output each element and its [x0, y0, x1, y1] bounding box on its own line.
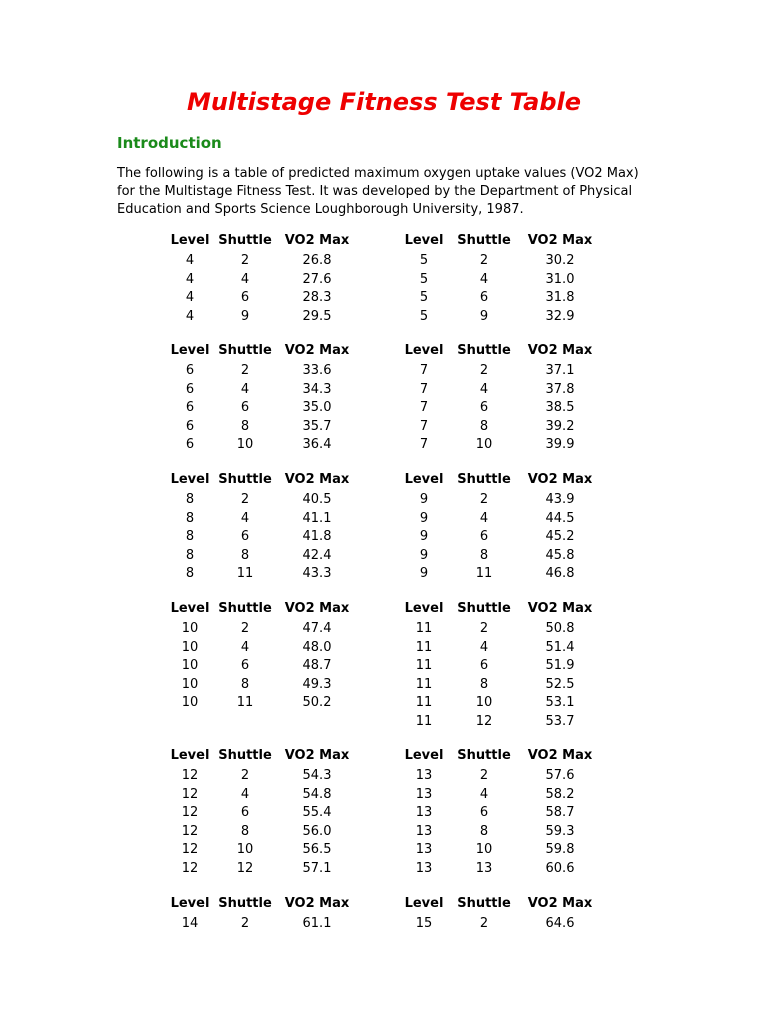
table-cell: 12 — [181, 842, 199, 857]
table-cell: 2 — [479, 621, 489, 636]
table-cell: 2 — [240, 621, 250, 636]
table-cell: 50.2 — [302, 695, 332, 710]
column-header-level: Level — [404, 601, 444, 616]
section-heading-introduction: Introduction — [117, 134, 222, 152]
column-header-level: Level — [404, 343, 444, 358]
table-cell: 5 — [419, 308, 429, 324]
table-cell: 4 — [479, 786, 489, 802]
table-cell: 40.5 — [302, 492, 332, 507]
table-cell: 10 — [236, 437, 254, 452]
table-cell: 8 — [185, 547, 195, 563]
table-cell: 12 — [181, 860, 199, 876]
table-cell: 8 — [185, 492, 195, 507]
table-cell: 37.8 — [545, 381, 575, 397]
table-cell: 45.8 — [545, 547, 575, 563]
table-cell: 50.8 — [545, 621, 575, 636]
table-cell: 56.5 — [302, 842, 332, 857]
table-cell: 2 — [240, 916, 250, 931]
table-cell: 11 — [415, 695, 433, 710]
table-cell: 37.1 — [545, 363, 575, 378]
table-cell: 4 — [240, 381, 250, 397]
column-header-vo2-max: VO2 Max — [527, 472, 593, 487]
table-cell: 4 — [185, 308, 195, 324]
column-header-vo2-max: VO2 Max — [284, 896, 350, 911]
table-cell: 47.4 — [302, 621, 332, 636]
table-cell: 4 — [479, 510, 489, 526]
table-cell: 11 — [236, 695, 254, 710]
table-cell: 6 — [185, 437, 195, 452]
column-header-vo2-max: VO2 Max — [284, 343, 350, 358]
table-cell: 6 — [240, 658, 250, 673]
table-cell: 2 — [240, 363, 250, 378]
table-cell: 5 — [419, 271, 429, 287]
table-cell: 54.3 — [302, 768, 332, 783]
table-cell: 2 — [240, 492, 250, 507]
table-cell: 8 — [185, 529, 195, 544]
table-cell: 39.9 — [545, 437, 575, 452]
column-header-shuttle: Shuttle — [457, 748, 511, 763]
table-cell: 48.7 — [302, 658, 332, 673]
table-cell: 10 — [475, 695, 493, 710]
table-cell: 9 — [479, 308, 489, 324]
table-cell: 10 — [181, 639, 199, 655]
table-cell: 33.6 — [302, 363, 332, 378]
table-cell: 28.3 — [302, 290, 332, 305]
table-cell: 6 — [240, 805, 250, 820]
table-cell: 10 — [475, 437, 493, 452]
table-cell: 51.9 — [545, 658, 575, 673]
column-header-vo2-max: VO2 Max — [527, 343, 593, 358]
table-cell: 10 — [475, 842, 493, 857]
column-header-shuttle: Shuttle — [457, 343, 511, 358]
column-header-level: Level — [170, 748, 210, 763]
page-title: Multistage Fitness Test Table — [186, 88, 582, 116]
table-cell: 2 — [479, 916, 489, 931]
table-cell: 31.0 — [545, 271, 575, 287]
column-header-level: Level — [170, 343, 210, 358]
table-cell: 8 — [479, 823, 489, 839]
column-header-vo2-max: VO2 Max — [284, 233, 350, 248]
table-cell: 2 — [479, 768, 489, 783]
column-header-shuttle: Shuttle — [457, 233, 511, 248]
table-cell: 13 — [475, 860, 493, 876]
table-cell: 27.6 — [302, 271, 332, 287]
column-header-shuttle: Shuttle — [218, 748, 272, 763]
table-cell: 36.4 — [302, 437, 332, 452]
table-cell: 35.0 — [302, 400, 332, 415]
table-cell: 34.3 — [302, 381, 332, 397]
table-cell: 9 — [419, 529, 429, 544]
table-cell: 6 — [479, 290, 489, 305]
column-header-level: Level — [170, 896, 210, 911]
table-cell: 51.4 — [545, 639, 575, 655]
table-cell: 8 — [240, 676, 250, 692]
table-cell: 45.2 — [545, 529, 575, 544]
table-cell: 32.9 — [545, 308, 575, 324]
table-cell: 6 — [479, 529, 489, 544]
table-cell: 57.1 — [302, 860, 332, 876]
table-cell: 11 — [236, 566, 254, 581]
table-cell: 9 — [419, 510, 429, 526]
table-cell: 13 — [415, 860, 433, 876]
table-cell: 58.7 — [545, 805, 575, 820]
table-cell: 2 — [240, 253, 250, 268]
table-cell: 7 — [419, 437, 429, 452]
table-cell: 54.8 — [302, 786, 332, 802]
table-cell: 4 — [185, 253, 195, 268]
column-header-shuttle: Shuttle — [218, 343, 272, 358]
table-cell: 52.5 — [545, 676, 575, 692]
table-cell: 7 — [419, 400, 429, 415]
column-header-shuttle: Shuttle — [218, 472, 272, 487]
table-cell: 6 — [185, 400, 195, 415]
table-cell: 41.1 — [302, 510, 332, 526]
table-cell: 31.8 — [545, 290, 575, 305]
table-cell: 8 — [240, 418, 250, 434]
column-header-shuttle: Shuttle — [218, 601, 272, 616]
table-cell: 12 — [181, 786, 199, 802]
column-header-shuttle: Shuttle — [218, 896, 272, 911]
table-cell: 39.2 — [545, 418, 575, 434]
table-cell: 6 — [240, 290, 250, 305]
table-cell: 11 — [415, 621, 433, 636]
table-cell: 12 — [236, 860, 254, 876]
column-header-vo2-max: VO2 Max — [527, 748, 593, 763]
table-cell: 13 — [415, 786, 433, 802]
table-cell: 11 — [415, 658, 433, 673]
column-header-vo2-max: VO2 Max — [284, 601, 350, 616]
table-cell: 12 — [181, 805, 199, 820]
table-cell: 6 — [185, 418, 195, 434]
table-cell: 4 — [240, 639, 250, 655]
table-cell: 57.6 — [545, 768, 575, 783]
column-header-level: Level — [404, 233, 444, 248]
column-header-level: Level — [404, 748, 444, 763]
column-header-shuttle: Shuttle — [457, 472, 511, 487]
table-cell: 8 — [479, 547, 489, 563]
table-cell: 42.4 — [302, 547, 332, 563]
table-cell: 8 — [240, 547, 250, 563]
table-cell: 7 — [419, 381, 429, 397]
table-cell: 12 — [181, 768, 199, 783]
table-cell: 13 — [415, 805, 433, 820]
table-cell: 35.7 — [302, 418, 332, 434]
column-header-shuttle: Shuttle — [457, 896, 511, 911]
table-cell: 11 — [415, 713, 433, 729]
table-cell: 10 — [181, 621, 199, 636]
column-header-level: Level — [170, 472, 210, 487]
table-cell: 58.2 — [545, 786, 575, 802]
table-cell: 30.2 — [545, 253, 575, 268]
table-cell: 6 — [479, 805, 489, 820]
table-cell: 41.8 — [302, 529, 332, 544]
table-cell: 61.1 — [302, 916, 332, 931]
table-cell: 4 — [479, 639, 489, 655]
table-cell: 8 — [185, 566, 195, 581]
table-cell: 8 — [185, 510, 195, 526]
table-cell: 10 — [181, 658, 199, 673]
table-cell: 6 — [240, 400, 250, 415]
table-cell: 12 — [181, 823, 199, 839]
table-cell: 10 — [181, 676, 199, 692]
table-cell: 4 — [240, 271, 250, 287]
table-cell: 2 — [479, 492, 489, 507]
column-header-level: Level — [404, 896, 444, 911]
table-cell: 56.0 — [302, 823, 332, 839]
table-cell: 53.7 — [545, 713, 575, 729]
table-cell: 5 — [419, 290, 429, 305]
table-cell: 7 — [419, 418, 429, 434]
table-cell: 6 — [185, 363, 195, 378]
table-cell: 8 — [479, 676, 489, 692]
table-cell: 6 — [479, 658, 489, 673]
column-header-vo2-max: VO2 Max — [527, 233, 593, 248]
table-cell: 43.3 — [302, 566, 332, 581]
column-header-vo2-max: VO2 Max — [284, 472, 350, 487]
table-cell: 4 — [185, 271, 195, 287]
intro-paragraph: The following is a table of predicted maximum oxygen uptake values (VO2 Max) for the Multistage Fitness Test. It was developed by the Department of Physical Education and Sports Science Loughborough University, 1987. — [117, 166, 639, 217]
table-cell: 4 — [479, 271, 489, 287]
table-cell: 4 — [240, 786, 250, 802]
table-cell: 15 — [415, 916, 433, 931]
table-cell: 48.0 — [302, 639, 332, 655]
table-cell: 10 — [181, 695, 199, 710]
table-cell: 12 — [475, 713, 493, 729]
table-cell: 11 — [415, 639, 433, 655]
table-cell: 11 — [415, 676, 433, 692]
column-header-level: Level — [170, 601, 210, 616]
table-cell: 43.9 — [545, 492, 575, 507]
table-cell: 8 — [479, 418, 489, 434]
column-header-level: Level — [404, 472, 444, 487]
table-cell: 8 — [240, 823, 250, 839]
table-cell: 13 — [415, 842, 433, 857]
table-cell: 4 — [479, 381, 489, 397]
table-cell: 38.5 — [545, 400, 575, 415]
table-cell: 6 — [185, 381, 195, 397]
table-cell: 5 — [419, 253, 429, 268]
table-cell: 46.8 — [545, 566, 575, 581]
column-header-level: Level — [170, 233, 210, 248]
table-cell: 9 — [419, 547, 429, 563]
table-cell: 13 — [415, 823, 433, 839]
table-cell: 64.6 — [545, 916, 575, 931]
table-cell: 4 — [185, 290, 195, 305]
table-cell: 6 — [240, 529, 250, 544]
table-cell: 9 — [419, 492, 429, 507]
table-cell: 6 — [479, 400, 489, 415]
column-header-vo2-max: VO2 Max — [527, 896, 593, 911]
table-cell: 59.8 — [545, 842, 575, 857]
table-cell: 11 — [475, 566, 493, 581]
table-cell: 13 — [415, 768, 433, 783]
column-header-shuttle: Shuttle — [457, 601, 511, 616]
table-cell: 9 — [419, 566, 429, 581]
table-cell: 59.3 — [545, 823, 575, 839]
table-cell: 29.5 — [302, 308, 332, 324]
column-header-vo2-max: VO2 Max — [527, 601, 593, 616]
table-cell: 2 — [479, 253, 489, 268]
table-cell: 2 — [240, 768, 250, 783]
table-cell: 60.6 — [545, 860, 575, 876]
table-cell: 2 — [479, 363, 489, 378]
table-cell: 26.8 — [302, 253, 332, 268]
table-cell: 9 — [240, 308, 250, 324]
table-cell: 10 — [236, 842, 254, 857]
table-cell: 44.5 — [545, 510, 575, 526]
table-cell: 55.4 — [302, 805, 332, 820]
table-cell: 4 — [240, 510, 250, 526]
column-header-vo2-max: VO2 Max — [284, 748, 350, 763]
table-cell: 7 — [419, 363, 429, 378]
table-cell: 14 — [181, 916, 199, 931]
table-cell: 49.3 — [302, 676, 332, 692]
table-cell: 53.1 — [545, 695, 575, 710]
column-header-shuttle: Shuttle — [218, 233, 272, 248]
